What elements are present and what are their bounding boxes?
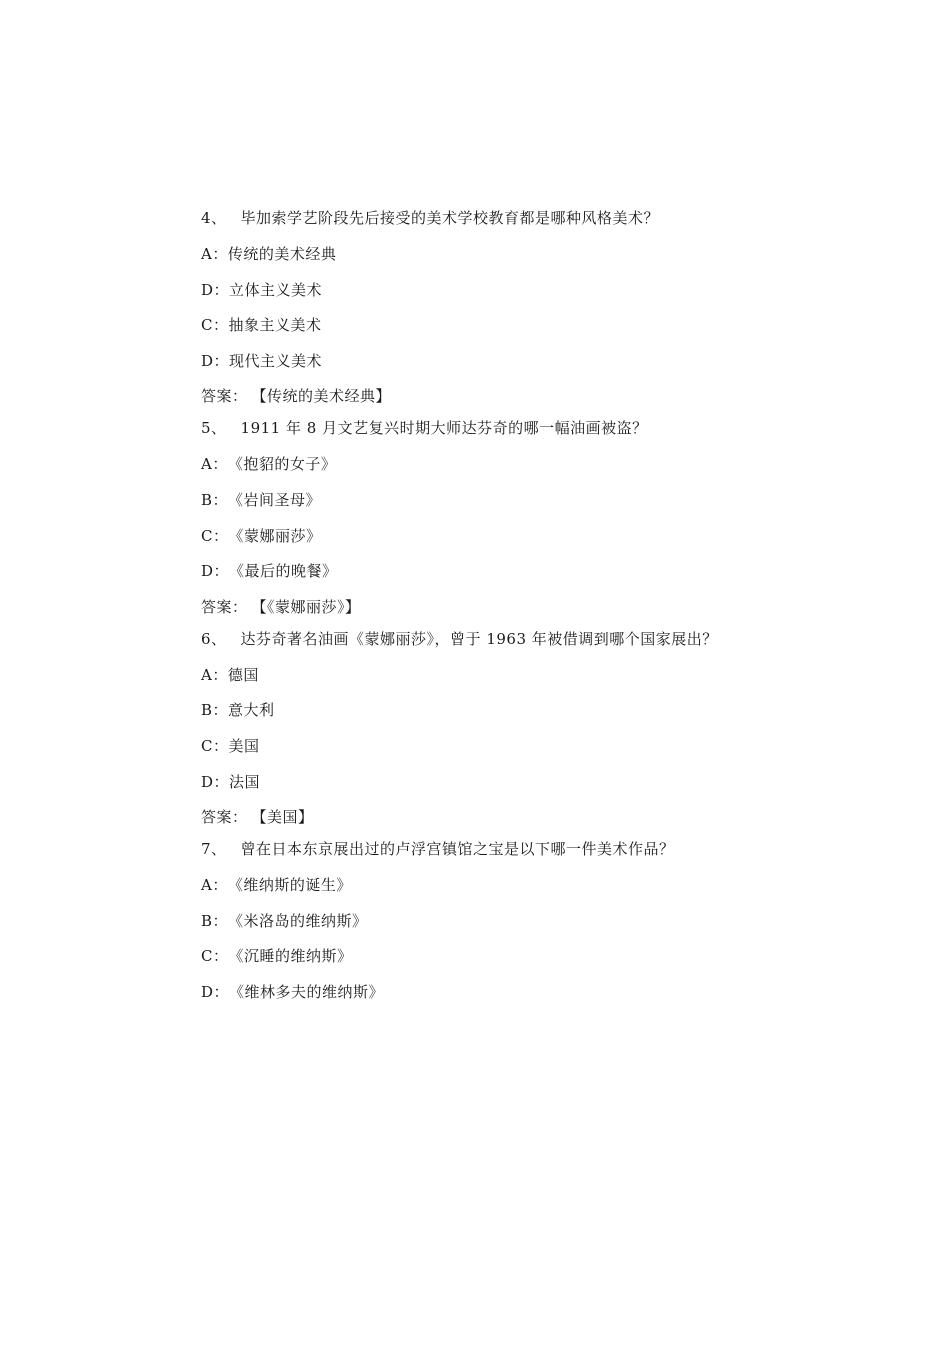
quiz-content (201, 208, 761, 1018)
option-label: A： (201, 245, 228, 263)
option-label: C： (201, 736, 229, 755)
option-7a (201, 875, 761, 895)
option-6c (201, 736, 761, 756)
option-4a (201, 244, 761, 264)
option-label: A： (201, 455, 228, 474)
answer-label: 答案： (201, 387, 248, 406)
option-text: 《维纳斯的诞生》 (227, 876, 352, 895)
option-5c (201, 526, 761, 546)
option-5a (201, 454, 761, 474)
answer-text: 【传统的美术经典】 (251, 387, 392, 406)
option-text: 《沉睡的维纳斯》 (228, 947, 353, 966)
option-label: B： (201, 701, 229, 720)
option-4d (201, 351, 761, 371)
option-6a (201, 665, 761, 685)
option-label: D： (201, 280, 230, 299)
option-5d (201, 561, 761, 581)
option-6d (201, 772, 761, 792)
option-text: 《抱貂的女子》 (227, 455, 337, 474)
question-text: 1911 年 8 月文艺复兴时期大师达芬奇的哪一幅油画被盗？ (240, 419, 648, 438)
option-text: 意大利 (228, 701, 275, 720)
option-5b (201, 490, 761, 510)
option-label: C： (201, 316, 229, 335)
question-number: 4、 (201, 209, 227, 227)
option-label: A： (201, 876, 228, 895)
option-7c (201, 946, 761, 966)
question-4 (201, 208, 761, 228)
answer-text: 【美国】 (251, 808, 314, 827)
answer-6 (201, 807, 761, 827)
answer-5 (201, 597, 761, 617)
option-text: 立体主义美术 (229, 280, 323, 299)
option-label: B： (201, 911, 229, 930)
option-text: 抽象主义美术 (228, 316, 322, 335)
question-number: 6、 (201, 629, 227, 648)
question-text: 毕加索学艺阶段先后接受的美术学校教育都是哪种风格美术？ (240, 209, 660, 227)
answer-4 (201, 386, 761, 406)
option-text: 《米洛岛的维纳斯》 (228, 911, 368, 930)
answer-label: 答案： (201, 808, 248, 827)
option-text: 美国 (228, 736, 260, 755)
option-label: D： (201, 982, 230, 1001)
question-5 (201, 418, 761, 438)
option-text: 现代主义美术 (229, 351, 323, 370)
question-number: 7、 (201, 840, 227, 859)
option-4c (201, 315, 761, 335)
option-label: A： (201, 665, 228, 684)
option-7b (201, 911, 761, 931)
option-label: D： (201, 562, 230, 581)
option-text: 《岩间圣母》 (228, 490, 322, 509)
option-label: D： (201, 351, 230, 370)
option-text: 法国 (229, 772, 261, 791)
option-text: 《蒙娜丽莎》 (228, 526, 322, 545)
option-text: 德国 (227, 665, 259, 684)
option-7d (201, 982, 761, 1002)
question-6 (201, 629, 761, 649)
option-4b (201, 280, 761, 300)
question-7 (201, 839, 761, 859)
option-text: 《最后的晚餐》 (229, 562, 338, 581)
option-text: 传统的美术经典 (227, 245, 337, 263)
option-label: C： (201, 526, 229, 545)
answer-label: 答案： (201, 597, 248, 616)
option-text: 《维林多夫的维纳斯》 (229, 982, 385, 1001)
option-label: B： (201, 490, 229, 509)
answer-text: 【《蒙娜丽莎》】 (251, 597, 361, 616)
option-6b (201, 700, 761, 720)
option-label: C： (201, 947, 229, 966)
option-label: D： (201, 772, 230, 791)
question-text: 达芬奇著名油画《蒙娜丽莎》，曾于 1963 年被借调到哪个国家展出？ (240, 629, 718, 648)
question-text: 曾在日本东京展出过的卢浮宫镇馆之宝是以下哪一件美术作品？ (240, 840, 675, 859)
question-number: 5、 (201, 419, 227, 438)
